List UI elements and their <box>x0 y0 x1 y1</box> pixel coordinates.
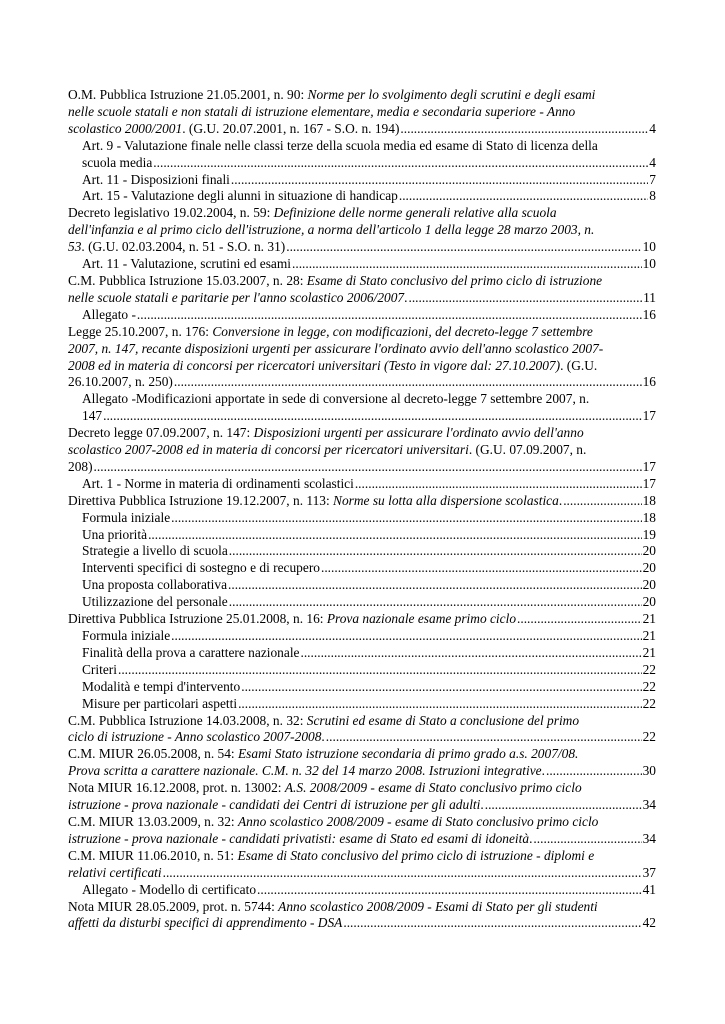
dot-leader <box>171 628 641 645</box>
page-number: 30 <box>642 763 656 779</box>
page-number: 17 <box>642 458 656 474</box>
toc-entry-text-line: Allegato -Modificazioni apportate in sede di conversione al decreto-legge 7 settembre 2007, n. <box>82 391 590 407</box>
page-number: 22 <box>642 695 656 711</box>
toc-entry-text-line: Nota MIUR 28.05.2009, prot. n. 5744: Anno scolastico 2008/2009 - Esami di Stato per gli studenti <box>68 898 598 914</box>
toc-entry[interactable] <box>68 493 656 510</box>
toc-subentry[interactable] <box>68 188 656 205</box>
toc-subentry[interactable] <box>68 696 656 713</box>
page-number: 22 <box>642 678 656 694</box>
toc-entry-title: ciclo di istruzione - Anno scolastico 2007-2008. <box>68 729 325 745</box>
page-number: 8 <box>649 188 656 204</box>
page-number: 34 <box>642 797 656 813</box>
dot-leader <box>300 645 641 662</box>
dot-leader <box>171 510 641 527</box>
dot-leader <box>229 543 642 560</box>
toc-entry[interactable] <box>68 746 656 780</box>
dot-leader <box>326 729 642 746</box>
toc-entry-title: Formula iniziale <box>82 509 171 525</box>
toc-subentry[interactable] <box>68 560 656 577</box>
page-number: 17 <box>642 475 656 491</box>
toc-entry[interactable] <box>68 713 656 747</box>
dot-leader <box>228 577 642 594</box>
page-number: 42 <box>642 915 656 931</box>
dot-leader <box>292 256 642 273</box>
toc-entry-title: Misure per particolari aspetti <box>82 695 238 711</box>
toc-subentry[interactable] <box>68 662 656 679</box>
toc-entry[interactable] <box>68 324 656 392</box>
toc-entry-text-line: O.M. Pubblica Istruzione 21.05.2001, n. 90: Norme per lo svolgimento degli scrutini e degli esami <box>68 87 596 102</box>
page-number: 10 <box>642 239 656 255</box>
toc-entry-title: scuola media <box>82 154 153 170</box>
dot-leader <box>286 239 641 256</box>
dot-leader <box>118 662 642 679</box>
dot-leader <box>148 527 642 544</box>
toc-entry-title: Interventi specifici di sostegno e di recupero <box>82 560 320 576</box>
dot-leader <box>400 121 648 138</box>
toc-entry-title: scolastico 2000/2001. (G.U. 20.07.2001, n. 167 - S.O. n. 194) <box>68 120 400 136</box>
dot-leader <box>241 679 641 696</box>
page-number: 20 <box>642 594 656 610</box>
page-number: 21 <box>642 611 656 627</box>
toc-subentry[interactable] <box>68 594 656 611</box>
toc-entry-title: Allegato - <box>82 306 136 322</box>
dot-leader <box>321 560 642 577</box>
toc-subentry[interactable] <box>68 645 656 662</box>
page-number: 22 <box>642 729 656 745</box>
table-of-contents <box>68 87 656 932</box>
toc-entry-text-line: C.M. Pubblica Istruzione 14.03.2008, n. 32: Scrutini ed esame di Stato a conclusione del primo <box>68 712 580 728</box>
toc-entry[interactable] <box>68 205 656 256</box>
toc-entry-title: Art. 11 - Disposizioni finali <box>82 171 230 187</box>
toc-entry-title: 53. (G.U. 02.03.2004, n. 51 - S.O. n. 31) <box>68 239 286 255</box>
dot-leader <box>174 374 642 391</box>
toc-entry-text-line: Art. 9 - Valutazione finale nelle classi terze della scuola media ed esame di Stato di licenza della <box>82 137 598 153</box>
dot-leader <box>94 459 642 476</box>
toc-entry-text-line: 2008 ed in materia di concorsi per ricercatori universitari (Testo in vigore dal: 27.10.2007). (G.U. <box>68 357 598 373</box>
toc-entry[interactable] <box>68 611 656 628</box>
dot-leader <box>231 172 648 189</box>
page-number: 20 <box>642 560 656 576</box>
toc-entry-title: 208) <box>68 458 93 474</box>
dot-leader <box>485 797 642 814</box>
toc-entry-title: Formula iniziale <box>82 628 171 643</box>
toc-entry-title: Utilizzazione del personale <box>82 594 228 610</box>
toc-entry-text-line: nelle scuole statali e non statali di istruzione elementare, media e secondaria superiore - Anno <box>68 103 576 119</box>
toc-entry-text-line: C.M. MIUR 13.03.2009, n. 32: Anno scolastico 2008/2009 - esame di Stato conclusivo primo ciclo <box>68 813 599 829</box>
toc-entry-title: Direttiva Pubblica Istruzione 19.12.2007, n. 113: Norme su lotta alla dispersione scolastica. <box>68 492 563 508</box>
toc-entry[interactable] <box>68 87 656 138</box>
toc-entry-title: relativi certificati <box>68 864 162 880</box>
toc-subentry[interactable] <box>68 510 656 527</box>
page-number: 16 <box>642 374 656 390</box>
dot-leader <box>546 763 642 780</box>
toc-entry-title: Criteri <box>82 661 117 677</box>
toc-entry[interactable] <box>68 848 656 882</box>
dot-leader <box>355 476 642 493</box>
toc-entry-title: 26.10.2007, n. 250) <box>68 374 173 390</box>
toc-subentry[interactable] <box>68 628 656 645</box>
page-number: 11 <box>643 289 656 305</box>
dot-leader <box>343 915 641 932</box>
toc-entry-text-line: Decreto legislativo 19.02.2004, n. 59: Definizione delle norme generali relative alla scuola <box>68 205 557 221</box>
toc-entry-text-line: Legge 25.10.2007, n. 176: Conversione in legge, con modificazioni, del decreto-legge 7 settembre <box>68 323 593 339</box>
toc-entry[interactable] <box>68 780 656 814</box>
toc-subentry[interactable] <box>68 476 656 493</box>
toc-entry-text-line: Nota MIUR 16.12.2008, prot. n. 13002: A.S. 2008/2009 - esame di Stato conclusivo primo ciclo <box>68 780 582 796</box>
toc-subentry[interactable] <box>68 172 656 189</box>
page-number: 19 <box>642 526 656 542</box>
dot-leader <box>153 155 648 172</box>
toc-subentry[interactable] <box>68 391 656 425</box>
toc-entry-title: Strategie a livello di scuola <box>82 543 228 559</box>
toc-entry-text-line: C.M. MIUR 26.05.2008, n. 54: Esami Stato istruzione secondaria di primo grado a.s. 2007/08. <box>68 746 579 762</box>
toc-entry[interactable] <box>68 899 656 933</box>
toc-entry-title: istruzione - prova nazionale - candidati privatisti: esame di Stato ed esami di idoneità. <box>68 830 533 846</box>
page-number: 10 <box>642 256 656 272</box>
dot-leader <box>257 882 642 899</box>
toc-entry[interactable] <box>68 273 656 307</box>
page-number: 17 <box>642 408 656 424</box>
toc-entry-title: Finalità della prova a carattere nazionale <box>82 644 300 660</box>
page-number: 18 <box>642 509 656 525</box>
dot-leader <box>399 188 648 205</box>
toc-entry-title: Art. 11 - Valutazione, scrutini ed esami <box>82 256 291 272</box>
page-number: 41 <box>642 881 656 897</box>
toc-entry-title: Una proposta collaborativa <box>82 577 228 593</box>
toc-subentry[interactable] <box>68 543 656 560</box>
toc-entry-text-line: scolastico 2007-2008 ed in materia di concorsi per ricercatori universitari. (G.U. 07.09.2007, n. <box>68 442 587 458</box>
toc-entry-text-line: C.M. Pubblica Istruzione 15.03.2007, n. 28: Esame di Stato conclusivo del primo ciclo di istruzione <box>68 272 603 288</box>
toc-entry-title: Art. 1 - Norme in materia di ordinamenti scolastici <box>82 475 354 491</box>
dot-leader <box>408 290 642 307</box>
page-number: 37 <box>642 864 656 880</box>
page-number: 20 <box>642 577 656 593</box>
toc-subentry[interactable] <box>68 307 656 324</box>
toc-entry-title: Una priorità <box>82 526 148 542</box>
toc-entry-text-line: 2007, n. 147, recante disposizioni urgenti per assicurare l'ordinato avvio dell'anno scolastico 2007- <box>68 340 604 356</box>
toc-subentry[interactable] <box>68 577 656 594</box>
toc-entry-title: Art. 15 - Valutazione degli alunni in situazione di handicap <box>82 188 398 204</box>
page-number: 22 <box>642 661 656 677</box>
page-number: 20 <box>642 543 656 559</box>
toc-entry[interactable] <box>68 425 656 476</box>
toc-subentry[interactable] <box>68 679 656 696</box>
dot-leader <box>238 696 642 713</box>
dot-leader <box>533 831 641 848</box>
page-number: 21 <box>642 644 656 660</box>
page-number: 21 <box>642 628 656 643</box>
toc-entry-title: Direttiva Pubblica Istruzione 25.01.2008, n. 16: Prova nazionale esame primo ciclo <box>68 611 517 627</box>
page-number: 34 <box>642 830 656 846</box>
toc-entry-title: Modalità e tempi d'intervento <box>82 678 241 694</box>
toc-entry-text-line: dell'infanzia e al primo ciclo dell'istruzione, a norma dell'articolo 1 della legge 28 marzo 2003, n. <box>68 222 595 238</box>
toc-entry[interactable] <box>68 814 656 848</box>
toc-subentry[interactable] <box>68 527 656 544</box>
toc-entry-title: Prova scritta a carattere nazionale. C.M. n. 32 del 14 marzo 2008. Istruzioni integrative. <box>68 763 545 779</box>
toc-subentry[interactable] <box>68 256 656 273</box>
page-number: 4 <box>649 154 656 170</box>
page-number: 4 <box>649 120 656 136</box>
dot-leader <box>163 865 642 882</box>
toc-entry-text-line: Decreto legge 07.09.2007, n. 147: Disposizioni urgenti per assicurare l'ordinato avvio dell'anno <box>68 425 584 441</box>
page-number: 16 <box>642 306 656 322</box>
toc-entry-title: 147 <box>82 408 103 424</box>
dot-leader <box>137 307 642 324</box>
toc-entry-title: istruzione - prova nazionale - candidati dei Centri di istruzione per gli adulti. <box>68 797 484 813</box>
toc-subentry[interactable] <box>68 138 656 172</box>
toc-entry-title: affetti da disturbi specifici di apprendimento - DSA <box>68 915 343 931</box>
toc-entry-title: Allegato - Modello di certificato <box>82 881 257 897</box>
toc-entry-title: nelle scuole statali e paritarie per l'anno scolastico 2006/2007. <box>68 289 408 305</box>
dot-leader <box>103 408 642 425</box>
dot-leader <box>229 594 642 611</box>
toc-subentry[interactable] <box>68 882 656 899</box>
page-number: 7 <box>649 171 656 187</box>
dot-leader <box>517 611 642 628</box>
dot-leader <box>563 493 641 510</box>
toc-entry-text-line: C.M. MIUR 11.06.2010, n. 51: Esame di Stato conclusivo del primo ciclo di istruzione - diplomi e <box>68 847 595 863</box>
page-number: 18 <box>642 492 656 508</box>
